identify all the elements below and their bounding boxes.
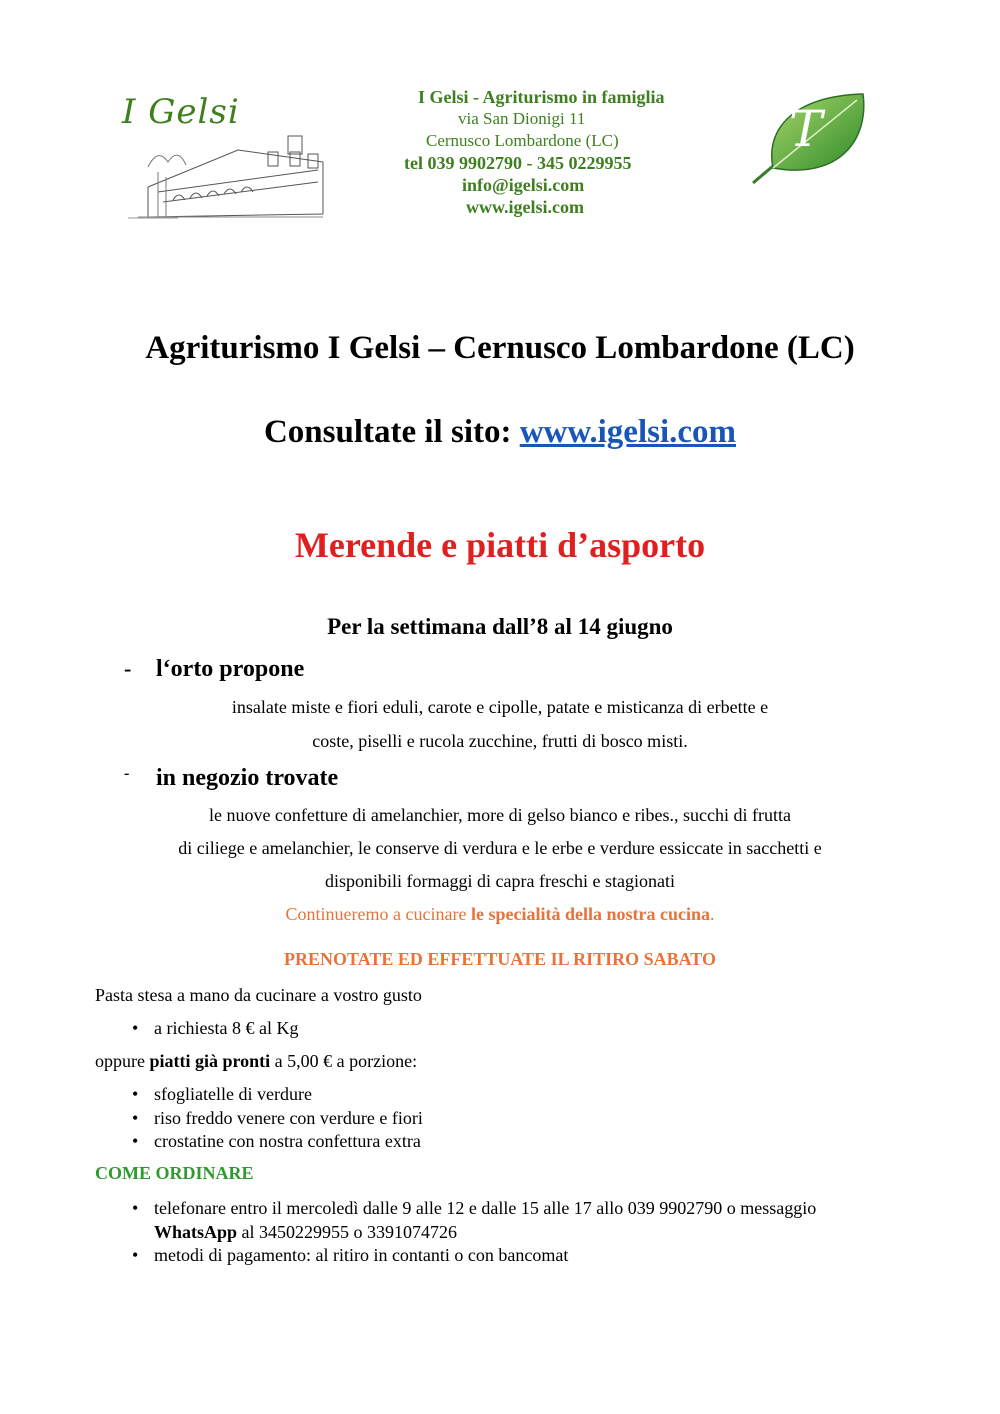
address-street: via San Dionigi 11 xyxy=(458,109,586,128)
continue-line xyxy=(0,903,1000,925)
list-item xyxy=(132,1197,816,1244)
orto-line-2: coste, piselli e rucola zucchine, frutti di bosco misti. xyxy=(312,731,688,751)
list-item: • crostatine con nostra confettura extra xyxy=(132,1130,423,1154)
website-link[interactable]: www.igelsi.com xyxy=(519,414,737,450)
phone-numbers: tel 039 9902790 - 345 0229955 xyxy=(404,153,632,173)
list-item: • riso freddo venere con verdure e fiori xyxy=(132,1107,423,1131)
business-name: I Gelsi - Agriturismo in famiglia xyxy=(418,87,665,107)
orto-dash: - xyxy=(124,656,132,681)
order-phone-line-2: al 3450229955 o 3391074726 xyxy=(237,1221,458,1242)
pasta-list xyxy=(132,1017,298,1041)
orto-line-1: insalate miste e fiori eduli, carote e cipolle, patate e misticanza di erbette e xyxy=(231,697,769,717)
piatti-suffix: a 5,00 € a porzione: xyxy=(270,1051,418,1071)
logo-igelsi xyxy=(118,92,328,222)
negozio-line-3: disponibili formaggi di capra freschi e stagionati xyxy=(325,871,675,891)
list-item: • sfogliatelle di verdure xyxy=(132,1083,423,1107)
negozio-line-1: le nuove confetture di amelanchier, more di gelso bianco e ribes., succhi di frutta xyxy=(208,805,792,825)
address-city: Cernusco Lombardone (LC) xyxy=(426,131,619,150)
ordinare-list xyxy=(132,1197,816,1268)
site-line xyxy=(0,414,1000,451)
header-address xyxy=(390,86,720,218)
orto-heading: l‘orto propone xyxy=(156,656,305,682)
section-title-red: Merende e piatti d’asporto xyxy=(294,525,706,565)
continue-bold: le specialità della nostra cucina xyxy=(470,904,710,924)
logo-text: I Gelsi xyxy=(122,92,240,132)
piatti-bold: piatti già pronti xyxy=(149,1051,271,1071)
farmhouse-drawing-icon xyxy=(118,92,328,222)
order-phone-line-1: telefonare entro il mercoledì dalle 9 alle 12 e dalle 15 alle 17 allo 039 9902790 o messaggio xyxy=(154,1198,817,1218)
logo-right-letter: T xyxy=(789,100,823,158)
orto-heading-row xyxy=(124,656,305,682)
email-address: info@igelsi.com xyxy=(462,175,585,195)
continue-suffix: . xyxy=(709,904,715,924)
piatti-list xyxy=(132,1083,423,1154)
prenotate-heading: PRENOTATE ED EFFETTUATE IL RITIRO SABATO xyxy=(284,949,716,969)
site-prefix: Consultate il sito: xyxy=(263,414,520,450)
page-title: Agriturismo I Gelsi – Cernusco Lombardone (LC) xyxy=(145,330,855,366)
week-heading: Per la settimana dall’8 al 14 giugno xyxy=(327,614,673,639)
negozio-dash: - xyxy=(124,765,130,782)
list-item: • metodi di pagamento: al ritiro in contanti o con bancomat xyxy=(132,1244,816,1268)
whatsapp-label: WhatsApp xyxy=(154,1221,238,1242)
negozio-heading-row xyxy=(124,765,339,791)
list-item: • a richiesta 8 € al Kg xyxy=(132,1017,298,1041)
come-ordinare-heading: COME ORDINARE xyxy=(95,1163,254,1183)
pasta-intro: Pasta stesa a mano da cucinare a vostro gusto xyxy=(95,985,422,1005)
website-text: www.igelsi.com xyxy=(466,197,584,217)
piatti-prefix: oppure xyxy=(95,1051,150,1071)
piatti-intro xyxy=(95,1050,417,1072)
continue-prefix: Continueremo a cucinare xyxy=(285,904,471,924)
logo-leaf xyxy=(745,88,875,198)
negozio-line-2: di ciliege e amelanchier, le conserve di verdura e le erbe e verdure essiccate in sacchetti e xyxy=(178,838,822,858)
negozio-heading: in negozio trovate xyxy=(156,765,339,791)
